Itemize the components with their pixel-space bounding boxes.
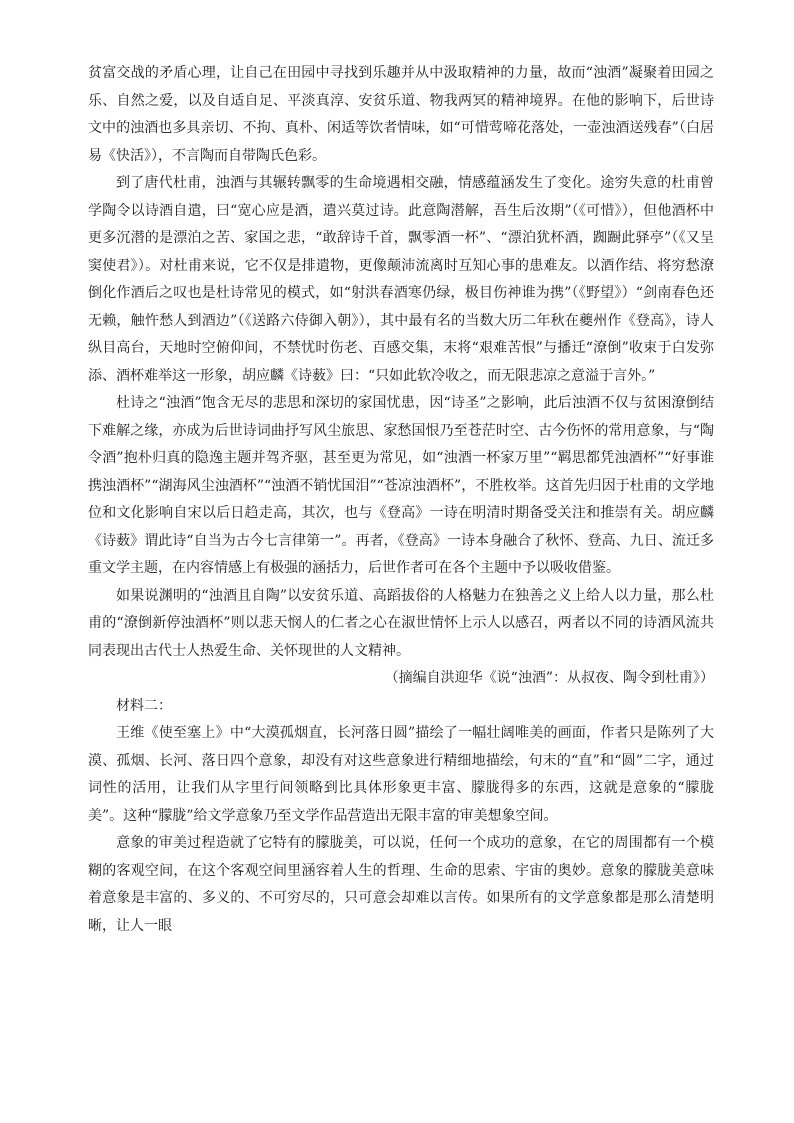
material-two-paragraph-2: 意象的审美过程造就了它特有的朦胧美，可以说，任何一个成功的意象，在它的周围都有一个模糊的客观空间，在这个客观空间里涵容着人生的哲理、生命的思索、宇宙的奥妙。意象的朦胧美意味着意象是丰富的、多义的、不可穷尽的，只可意会却难以言传。如果所有的文学意象都是那么清楚明晰，让人一眼 — [88, 835, 714, 934]
paragraph-4: 如果说渊明的“浊酒且自陶”以安贫乐道、高蹈拔俗的人格魅力在独善之义上给人以力量，那么杜甫的“潦倒新停浊酒杯”则以悲天悯人的仁者之心在淑世情怀上示人以感召，两者以不同的诗酒风流共同表现出古代士人热爱生命、关怀现世的人文精神。 — [88, 587, 714, 659]
paragraph-1: 贫富交战的矛盾心理，让自己在田园中寻找到乐趣并从中汲取精神的力量，故而“浊酒”凝聚着田园之乐、自然之爱，以及自适自足、平淡真淳、安贫乐道、物我两冥的精神境界。在他的影响下，后世诗文中的浊酒也多具亲切、不拘、真朴、闲适等饮者情味，如“可惜莺啼花落处，一壶浊酒送残春”（白居易《快活》），不言陶而自带陶氏色彩。 — [88, 65, 714, 164]
material-two-paragraph-1: 王维《使至塞上》中“大漠孤烟直，长河落日圆”描绘了一幅壮阔唯美的画面，作者只是陈列了大漠、孤烟、长河、落日四个意象，却没有对这些意象进行精细地描绘，句末的“直”和“圆”二字，通过词性的活用，让我们从字里行间领略到比具体形象更丰富、朦胧得多的东西，这就是意象的“朦胧美”。这种“朦胧”给文学意象乃至文学作品营造出无限丰富的审美想象空间。 — [88, 725, 714, 824]
document-page — [88, 60, 714, 940]
material-two-label: 材料二： — [116, 697, 172, 714]
source-citation: （摘编自洪迎华《说“浊酒”：从叔夜、陶令到杜甫》） — [384, 670, 714, 686]
paragraph-3: 杜诗之“浊酒”饱含无尽的悲思和深切的家国忧患，因“诗圣”之影响，此后浊酒不仅与贫困潦倒结下难解之缘，亦成为后世诗词曲抒写风尘旅思、家愁国恨乃至苍茫时空、古今伤怀的常用意象，与“陶令酒”抱朴归真的隐逸主题并驾齐驱，甚至更为常见，如“浊酒一杯家万里”“羁思都凭浊酒杯”“好事谁携浊酒杯”“湖海风尘浊酒杯”“浊酒不销忧国泪”“苍凉浊酒杯”，不胜枚举。这首先归因于杜甫的文学地位和文化影响自宋以后日趋走高，其次，也与《登高》一诗在明清时期备受关注和推崇有关。胡应麟《诗薮》谓此诗“自当为古今七言律第一”。再者，《登高》一诗本身融合了秋怀、登高、九日、流迁多重文学主题，在内容情感上有极强的涵括力，后世作者可在各个主题中予以吸收借鉴。 — [88, 395, 714, 576]
paragraph-2: 到了唐代杜甫，浊酒与其辗转飘零的生命境遇相交融，情感蕴涵发生了变化。途穷失意的杜甫曾学陶令以诗酒自遣，曰“宽心应是酒，遣兴莫过诗。此意陶潜解，吾生后汝期”（《可惜》），但他酒杯中更多沉潜的是漂泊之苦、家国之悲，“敢辞诗千首，飘零酒一杯”、“漂泊犹杯酒，踟蹰此驿亭”（《又呈窦使君》）。对杜甫来说，它不仅是排遣物，更像颠沛流离时互知心事的患难友。以酒作结、将穷愁潦倒化作酒后之叹也是杜诗常见的模式，如“射洪春酒寒仍绿，极目伤神谁为携”（《野望》）“剑南春色还无赖，触忤愁人到酒边”（《送路六侍御入朝》），其中最有名的当数大历二年秋在夔州作《登高》，诗人纵目高台，天地时空俯仰间，不禁忧时伤老、百感交集，末将“艰难苦恨”与播迁“潦倒”收束于白发弥添、酒杯难举这一形象，胡应麟《诗薮》曰：“只如此软冷收之，而无限悲凉之意溢于言外。” — [88, 175, 714, 384]
